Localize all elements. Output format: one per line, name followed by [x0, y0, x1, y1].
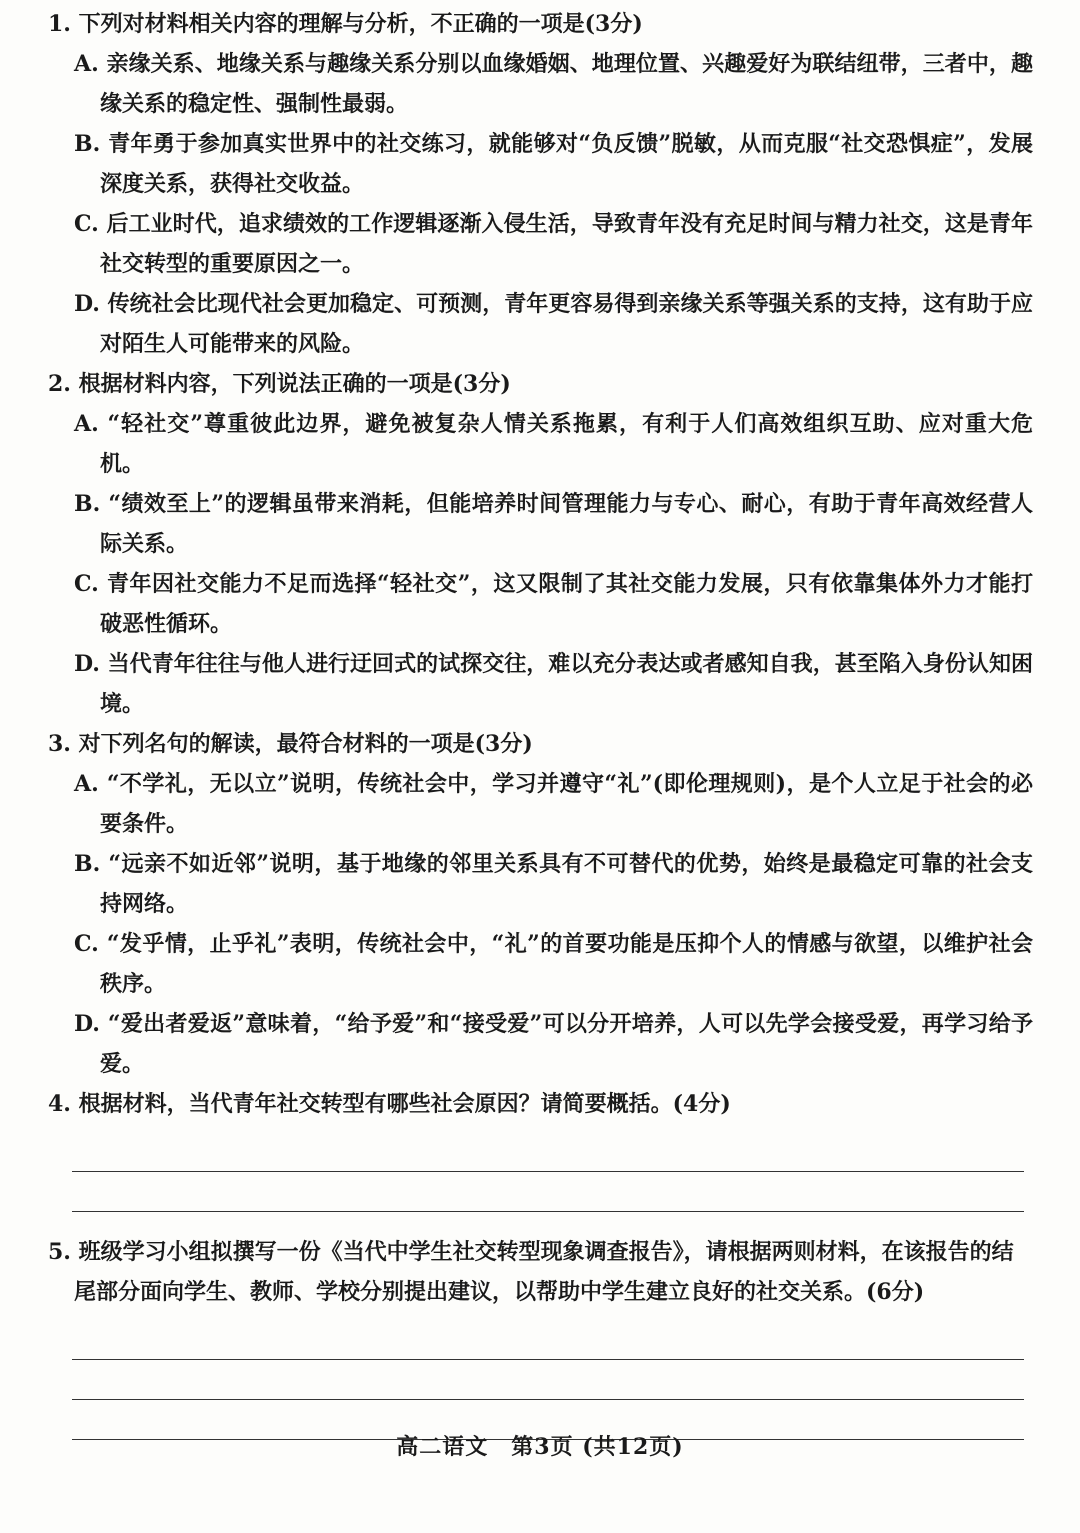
question-2 [48, 364, 1033, 724]
question-5 [48, 1232, 1033, 1440]
answer-line[interactable] [72, 1360, 1024, 1400]
option-c: C. “发乎情，止乎礼”表明，传统社会中，“礼”的首要功能是压抑个人的情感与欲望，以维护社会秩序。 [74, 931, 1033, 997]
option-b: B. “绩效至上”的逻辑虽带来消耗，但能培养时间管理能力与专心、耐心，有助于青年高效经营人际关系。 [74, 491, 1033, 557]
option-a: A. 亲缘关系、地缘关系与趣缘关系分别以血缘婚姻、地理位置、兴趣爱好为联结纽带，三者中，趣缘关系的稳定性、强制性最弱。 [74, 51, 1033, 117]
answer-line[interactable] [72, 1132, 1024, 1172]
option-b: B. “远亲不如近邻”说明，基于地缘的邻里关系具有不可替代的优势，始终是最稳定可靠的社会支持网络。 [74, 851, 1033, 917]
question-1 [48, 4, 1033, 364]
option-d: D. “爱出者爱返”意味着，“给予爱”和“接受爱”可以分开培养，人可以先学会接受爱，再学习给予爱。 [74, 1011, 1033, 1077]
spacer [48, 1212, 1033, 1232]
option-d: D. 传统社会比现代社会更加稳定、可预测，青年更容易得到亲缘关系等强关系的支持，这有助于应对陌生人可能带来的风险。 [74, 291, 1033, 357]
option-a: A. “轻社交”尊重彼此边界，避免被复杂人情关系拖累，有利于人们高效组织互助、应对重大危机。 [74, 411, 1033, 477]
question-stem: 4. 根据材料，当代青年社交转型有哪些社会原因？请简要概括。(4分) [48, 1091, 731, 1117]
option-a: A. “不学礼，无以立”说明，传统社会中，学习并遵守“礼”(即伦理规则)，是个人立足于社会的必要条件。 [74, 771, 1033, 837]
page-footer: 高二语文 第3页 (共12页) [396, 1434, 684, 1460]
option-d: D. 当代青年往往与他人进行迂回式的试探交往，难以充分表达或者感知自我，甚至陷入身份认知困境。 [74, 651, 1033, 717]
answer-line[interactable] [72, 1320, 1024, 1360]
question-area [48, 4, 1033, 1440]
answer-lines [72, 1320, 1024, 1440]
question-stem: 3. 对下列名句的解读，最符合材料的一项是(3分) [48, 731, 533, 757]
answer-line[interactable] [72, 1172, 1024, 1212]
answer-lines [72, 1132, 1024, 1212]
question-stem: 5. 班级学习小组拟撰写一份《当代中学生社交转型现象调查报告》，请根据两则材料，在该报告的结尾部分面向学生、教师、学校分别提出建议，以帮助中学生建立良好的社交关系。(6分) [48, 1239, 1014, 1305]
option-b: B. 青年勇于参加真实世界中的社交练习，就能够对“负反馈”脱敏，从而克服“社交恐惧症”，发展深度关系，获得社交收益。 [74, 131, 1033, 197]
question-3 [48, 724, 1033, 1084]
option-c: C. 后工业时代，追求绩效的工作逻辑逐渐入侵生活，导致青年没有充足时间与精力社交，这是青年社交转型的重要原因之一。 [74, 211, 1033, 277]
question-stem: 1. 下列对材料相关内容的理解与分析，不正确的一项是(3分) [48, 11, 643, 37]
option-c: C. 青年因社交能力不足而选择“轻社交”，这又限制了其社交能力发展，只有依靠集体外力才能打破恶性循环。 [74, 571, 1033, 637]
question-stem: 2. 根据材料内容，下列说法正确的一项是(3分) [48, 371, 511, 397]
question-4 [48, 1084, 1033, 1212]
